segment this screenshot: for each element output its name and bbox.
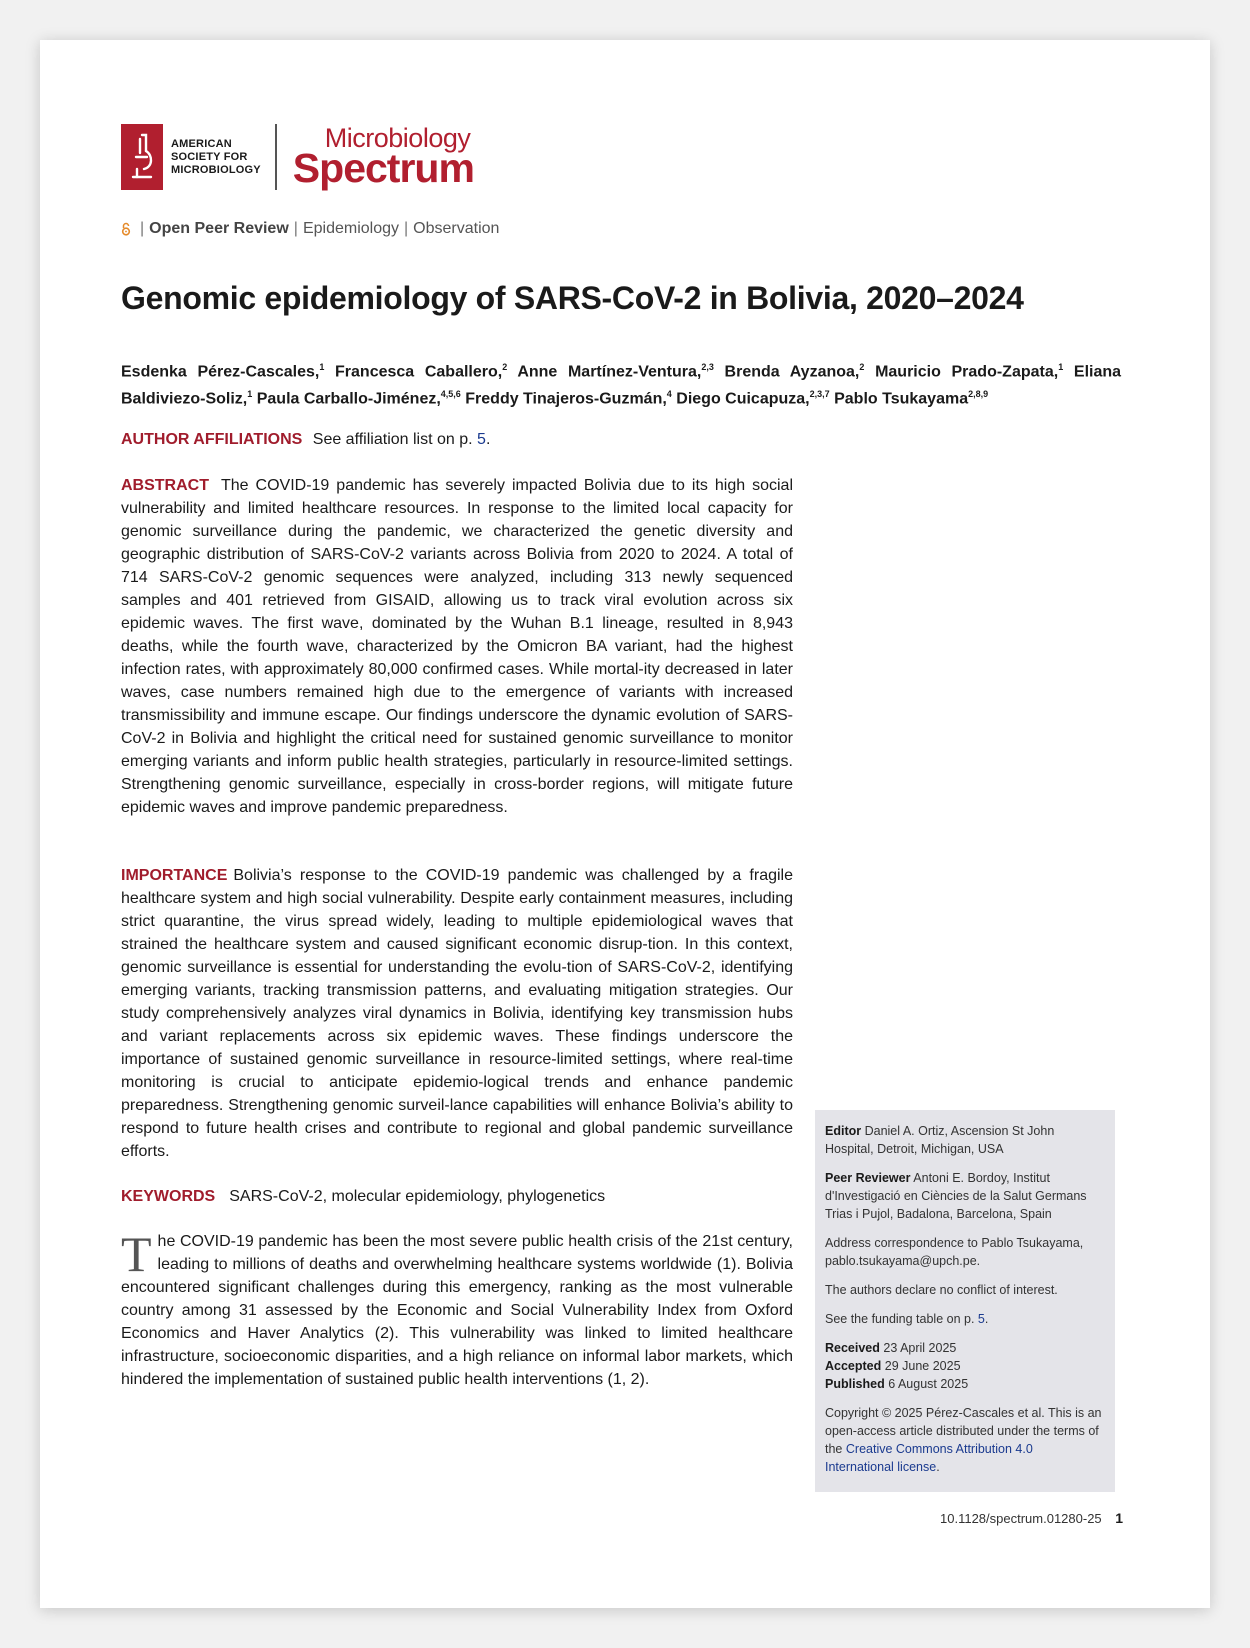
breadcrumb-open-peer-review[interactable]: Open Peer Review [149,220,289,237]
abstract-section: ABSTRACT The COVID-19 pandemic has severely impacted Bolivia due to its high social vulnerability and limited healthcare resources. In response to the limited local capacity for genomic surveillance during the pandemic, we characterized the genetic diversity and geographic distribution of SARS-CoV-2 variants across Bolivia from 2020 to 2024. A total of 714 SARS-CoV-2 genomic sequences were analyzed, including 313 newly sequenced samples and 401 retrieved from GISAID, allowing us to track viral evolution across six epidemic waves. The first wave, dominated by the Wuhan B.1 lineage, resulted in 8,943 deaths, while the fourth wave, characterized by the Omicron BA variant, had the highest infection rates, with approximately 80,000 confirmed cases. While mortal-ity decreased in later waves, case numbers remained high due to the emergence of variants with increased transmissibility and immune escape. Our findings underscore the dynamic evolution of SARS-CoV-2 in Bolivia and highlight the critical need for sustained genomic surveillance to monitor emerging variants and inform public health strategies, particularly in resource-limited settings. Strengthening genomic surveillance, especially in cross-border regions, will mitigate future epidemic waves and improve pandemic preparedness. [121,477,793,816]
importance-text: Bolivia’s response to the COVID-19 pandemic was challenged by a fragile healthcare system and high social vulnerability. Despite early containment measures, including strict quarantine, the virus spread widely, leading to multiple epidemiological waves that strained the healthcare system and caused significant economic disrup-tion. In this context, genomic surveillance is essential for understanding the evolu-tion of SARS-CoV-2, identifying emerging variants, tracking transmission patterns, and evaluating mitigation strategies. Our study comprehensively analyzes viral dynamics in Bolivia, identifying key transmission hubs and variant replacements across six epidemic waves. These findings underscore the importance of sustained genomic surveillance in resource-limited settings, where real-time monitoring is crucial to anticipate epidemio-logical trends and enhance pandemic preparedness. Strengthening genomic surveil-lance capabilities will enhance Bolivia’s ability to respond to future health crises and contribute to regional and global pandemic surveillance efforts. [121,867,793,1160]
article-title: Genomic epidemiology of SARS-CoV-2 in Bolivia, 2020–2024 [121,280,1024,316]
author-name[interactable]: Paula Carballo-Jiménez, [256,390,441,408]
correspondence-info: Address correspondence to Pablo Tsukayama, pablo.tsukayama@upch.pe. [825,1236,1084,1268]
keywords-section: KEYWORDS SARS-CoV-2, molecular epidemiology, phylogenetics [121,1188,606,1205]
importance-section: IMPORTANCE Bolivia’s response to the COVID-19 pandemic was challenged by a fragile healthcare system and high social vulnerability. Despite early containment measures, including strict quarantine, the virus spread widely, leading to multiple epidemiological waves that strained the healthcare system and caused significant economic disrup-tion. In this context, genomic surveillance is essential for understanding the evolu-tion of SARS-CoV-2, identifying emerging variants, tracking transmission patterns, and evaluating mitigation strategies. Our study comprehensively analyzes viral dynamics in Bolivia, identifying key transmission hubs and variant replacements across six epidemic waves. These findings underscore the importance of sustained genomic surveillance in resource-limited settings, where real-time monitoring is crucial to anticipate epidemio-logical trends and enhance pandemic preparedness. Strengthening genomic surveil-lance capabilities will enhance Bolivia’s ability to respond to future health crises and contribute to regional and global pandemic surveillance efforts. [121,867,793,1160]
abstract-text: The COVID-19 pandemic has severely impacted Bolivia due to its high social vulnerability and limited healthcare resources. In response to the limited local capacity for genomic surveillance during the pandemic, we characterized the genetic diversity and geographic distribution of SARS-CoV-2 variants across Bolivia from 2020 to 2024. A total of 714 SARS-CoV-2 genomic sequences were analyzed, including 313 newly sequenced samples and 401 retrieved from GISAID, allowing us to track viral evolution across six epidemic waves. The first wave, dominated by the Wuhan B.1 lineage, resulted in 8,943 deaths, while the fourth wave, characterized by the Omicron BA variant, had the highest infection rates, with approximately 80,000 confirmed cases. While mortal-ity decreased in later waves, case numbers remained high due to the emergence of variants with increased transmissibility and immune escape. Our findings underscore the dynamic evolution of SARS-CoV-2 in Bolivia and highlight the critical need for sustained genomic surveillance to monitor emerging variants and inform public health strategies, particularly in resource-limited settings. Strengthening genomic surveillance, especially in cross-border regions, will mitigate future epidemic waves and improve pandemic preparedness. [121,477,793,816]
copyright-notice: Copyright © 2025 Pérez-Cascales et al. This is an open-access article distributed under the terms of the Creative Commons Attribution 4.0 International license. [825,1406,1102,1474]
journal-header[interactable] [121,122,474,192]
keywords-text: SARS-CoV-2, molecular epidemiology, phylogenetics [229,1188,606,1205]
page-number: 1 [1115,1510,1124,1526]
author-name[interactable]: Freddy Tinajeros-Guzmán, [465,390,667,408]
author-name[interactable]: Anne Martínez-Ventura, [517,363,702,381]
article-info-sidebar [815,1110,1115,1492]
reviewer-info: Peer Reviewer Antoni E. Bordoy, Institut d'Investigació en Ciències de la Salut Germans Trias i Pujol, Badalona, Barcelona, Spain [825,1171,1087,1221]
asm-microscope-logo-icon [121,124,163,190]
breadcrumb-epidemiology[interactable]: Epidemiology [302,220,399,237]
affiliation-page-link[interactable]: 5 [477,431,486,448]
doi-link[interactable]: 10.1128/spectrum.01280-25 [940,1511,1102,1526]
author-name[interactable]: Diego Cuicapuza, [676,390,810,408]
article-page [40,40,1210,1608]
page-footer [940,1510,1123,1526]
drop-cap: T [121,1226,152,1282]
open-access-icon [121,222,131,236]
editor-info: Editor Daniel A. Ortiz, Ascension St John Hospital, Detroit, Michigan, USA [825,1124,1055,1156]
funding-page-link[interactable]: 5 [977,1312,985,1326]
author-name[interactable]: Francesca Caballero, [335,363,503,381]
logo-divider [275,124,277,190]
body-paragraph: The COVID-19 pandemic has been the most severe public health crisis of the 21st century, leading to millions of deaths and overwhelming healthcare systems worldwide (1). Bolivia encountered significant challenges during this emergency, ranking as the most vulnerable country among 31 assessed by the Economic and Social Vulnerability Index from Oxford Economics and Haver Analytics (2). This vulnerability was linked to limited healthcare infrastructure, socioeconomic disparities, and a high reliance on informal labor markets, which hindered the implementation of sustained public health interventions (1, 2). [121,1226,793,1388]
author-affiliations: AUTHOR AFFILIATIONS See affiliation list on p. 5. [121,431,491,448]
journal-name: Microbiology Spectrum [292,123,474,191]
license-link[interactable]: Creative Commons Attribution 4.0 International license [825,1442,1033,1474]
society-name: AMERICAN SOCIETY FOR MICROBIOLOGY [171,137,261,176]
author-name[interactable]: Brenda Ayzanoa, [724,363,860,381]
article-type-breadcrumb: | Open Peer Review | Epidemiology | Observation [121,220,499,238]
author-name[interactable]: Mauricio Prado-Zapata, [875,363,1059,381]
author-name[interactable]: Eliana Baldiviezo-Soliz, [121,363,1122,408]
conflict-statement: The authors declare no conflict of interest. [825,1283,1058,1297]
author-list: Esdenka Pérez-Cascales,$^1$ Francesca Caballero,$^2$ Anne Martínez-Ventura,$^{2,3}$ Brenda Ayzanoa,$^2$ Mauricio Prado-Zapata,$^1$ Eliana Baldiviezo-Soliz,$^1$ Paula Carballo-Jiménez,$^{4,5,6}$ Freddy Tinajeros-Guzmán,$^4$ Diego Cuicapuza,$^{2,3,7}$ Pablo Tsukayama$^{2,8,9}$ [121,362,1122,408]
author-name[interactable]: Pablo Tsukayama [834,390,969,408]
funding-note: See the funding table on p. 5. [825,1312,989,1326]
breadcrumb-observation[interactable]: Observation [413,220,500,237]
article-dates: Received 23 April 2025 Accepted 29 June 2025 Published 6 August 2025 [825,1341,969,1391]
author-name[interactable]: Esdenka Pérez-Cascales, [121,363,320,381]
